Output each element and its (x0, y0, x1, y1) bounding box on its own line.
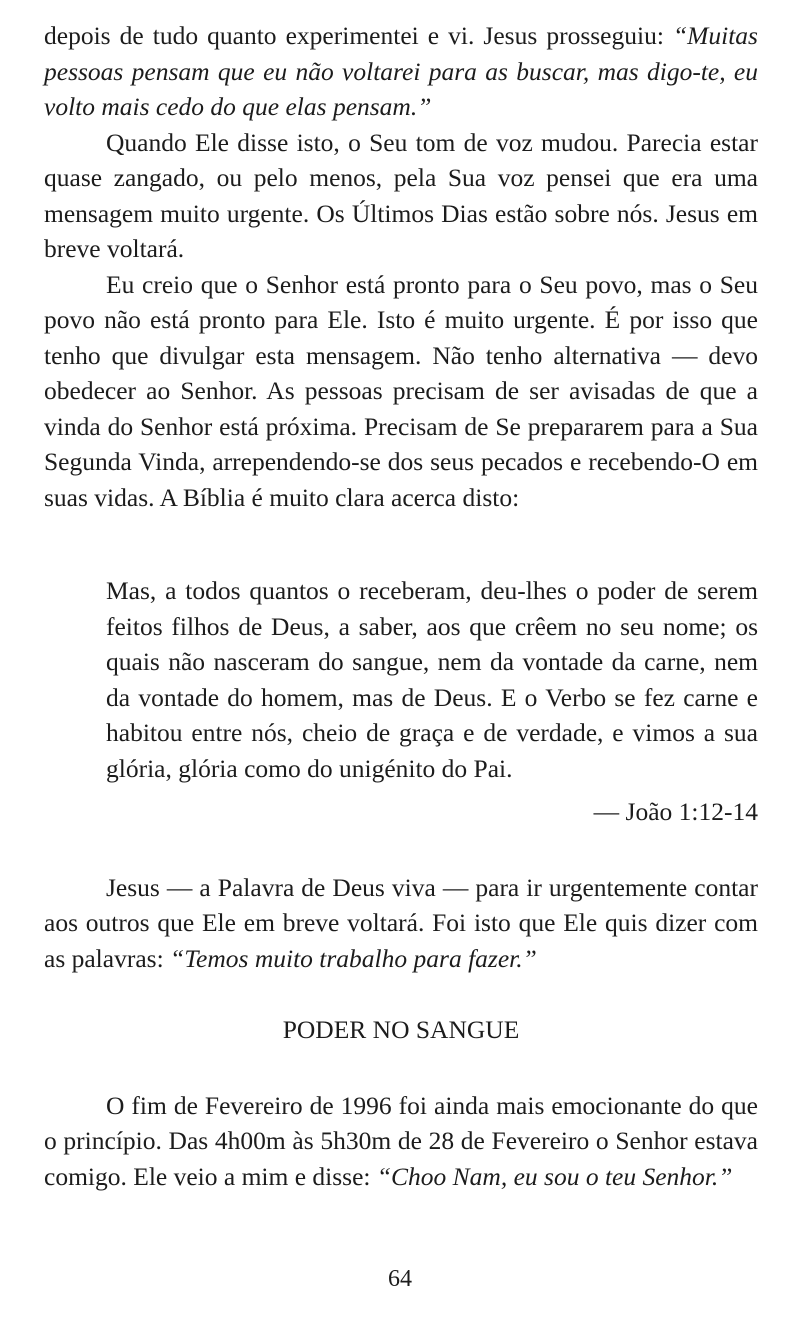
quote-reference: — João 1:12-14 (593, 797, 758, 826)
page-number: 64 (388, 1266, 412, 1292)
paragraph-1-text: depois de tudo quanto experimentei e vi. Jesus prosseguiu: (44, 21, 673, 50)
paragraph-4-text: Jesus — a Palavra de Deus viva — para ir urgentemente contar aos outros que Ele em breve voltará. Foi isto que Ele quis dizer com as palavras: (44, 872, 758, 973)
paragraph-1-italic: “Muitas pessoas pensam que eu não voltarei para as buscar, mas digo-te, eu volto mais cedo do que elas pensam.” (44, 21, 758, 121)
paragraph-4 (44, 870, 758, 977)
paragraph-2: Quando Ele disse isto, o Seu tom de voz mudou. Parecia estar quase zangado, ou pelo menos, pela Sua voz pensei que era uma mensagem muito urgente. Os Últimos Dias estão sobre nós. Jesus em breve voltará. (44, 127, 758, 263)
paragraph-5 (44, 1088, 758, 1195)
paragraph-5-text: O fim de Fevereiro de 1996 foi ainda mais emocionante do que o princípio. Das 4h00m às 5h30m de 28 de Fevereiro o Senhor estava comigo. Ele veio a mim e disse: (44, 1090, 758, 1191)
section-heading: PODER NO SANGUE (282, 1015, 520, 1044)
paragraph-5-italic: “Choo Nam, eu sou o teu Senhor.” (376, 1161, 733, 1191)
paragraph-3: Eu creio que o Senhor está pronto para o Seu povo, mas o Seu povo não está pronto para Ele. Isto é muito urgente. É por isso que tenho que divulgar esta mensagem. Não tenho alternativa — devo obedecer ao Senhor. As pessoas precisam de ser avisadas de que a vinda do Senhor está próxima. Precisam de Se prepararem para a Sua Segunda Vinda, arrependendo-se dos seus pecados e recebendo-O em suas vidas. A Bíblia é muito clara acerca disto: (44, 269, 758, 512)
page-body (44, 18, 758, 1194)
paragraph-1 (44, 18, 758, 125)
quote-text: Mas, a todos quantos o receberam, deu-lhes o poder de serem feitos filhos de Deus, a saber, aos que crêem no seu nome; os quais não nasceram do sangue, nem da vontade da carne, nem da vontade do homem, mas de Deus. E o Verbo se fez carne e habitou entre nós, cheio de graça e de verdade, e vimos a sua glória, glória como do unigénito do Pai. (106, 576, 758, 783)
paragraph-4-italic: “Temos muito trabalho para fazer.” (170, 943, 537, 973)
bible-quote (106, 573, 758, 830)
